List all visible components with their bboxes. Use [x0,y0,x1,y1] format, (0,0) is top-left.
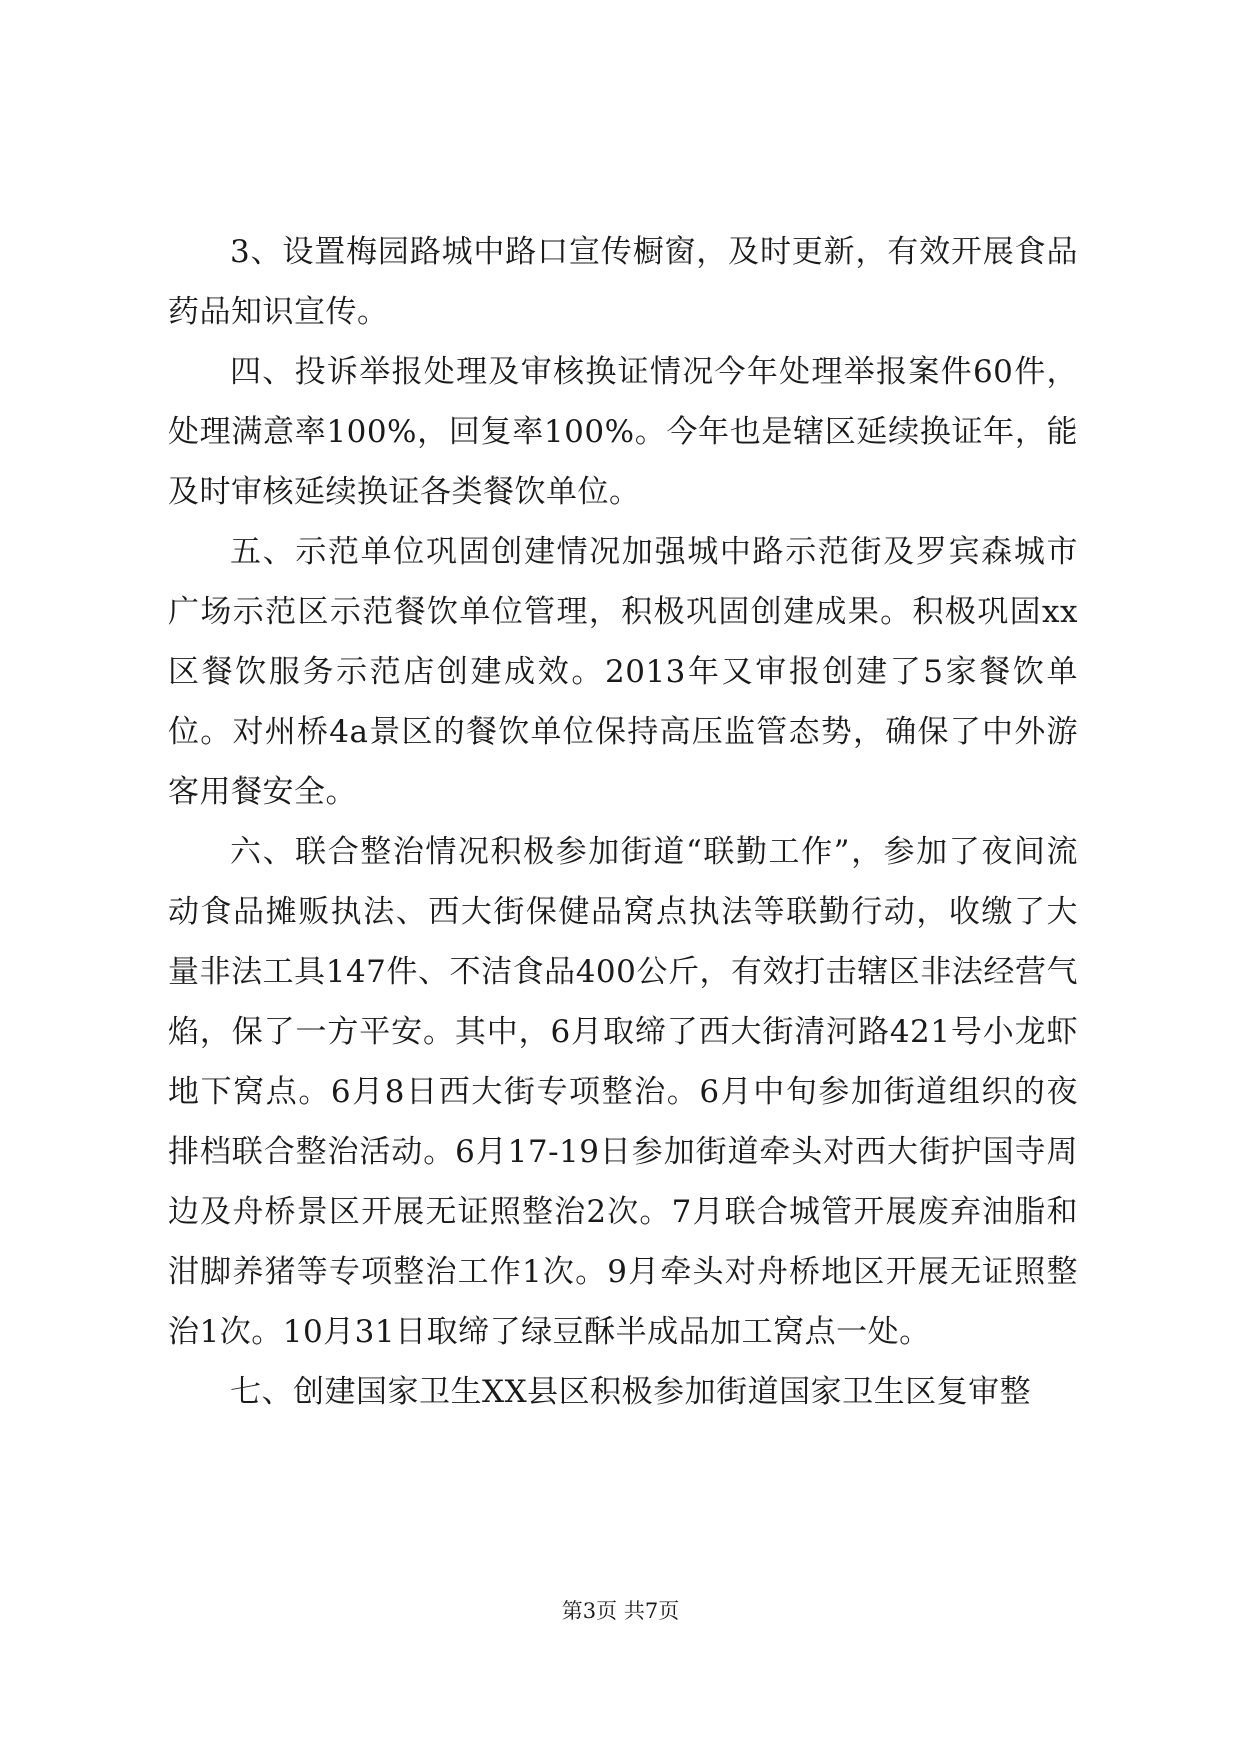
paragraph-publicity-window: 3、设置梅园路城中路口宣传橱窗，及时更新，有效开展食品药品知识宣传。 [168,234,1078,330]
document-body [168,222,1078,1422]
paragraph-national-health: 七、创建国家卫生XX县区积极参加街道国家卫生区复审整 [230,1374,1032,1410]
paragraph-joint-rectification: 六、联合整治情况积极参加街道“联勤工作”，参加了夜间流动食品摊贩执法、西大街保健品窝点执法等联勤行动，收缴了大量非法工具147件、不洁食品400公斤，有效打击辖区非法经营气焰，保了一方平安。其中，6月取缔了西大街清河路421号小龙虾地下窝点。6月8日西大街专项整治。6月中旬参加街道组织的夜排档联合整治活动。6月17-19日参加街道牵头对西大街护国寺周边及舟桥景区开展无证照整治2次。7月联合城管开展废弃油脂和泔脚养猪等专项整治工作1次。9月牵头对舟桥地区开展无证照整治1次。10月31日取缔了绿豆酥半成品加工窝点一处。 [168,834,1078,1350]
page-footer: 第3页 共7页 [561,1599,680,1623]
paragraph-complaints: 四、投诉举报处理及审核换证情况今年处理举报案件60件，处理满意率100%，回复率100%。今年也是辖区延续换证年，能及时审核延续换证各类餐饮单位。 [168,354,1078,510]
paragraph-demonstration-units: 五、示范单位巩固创建情况加强城中路示范街及罗宾森城市广场示范区示范餐饮单位管理，积极巩固创建成果。积极巩固xx区餐饮服务示范店创建成效。2013年又审报创建了5家餐饮单位。对州桥4a景区的餐饮单位保持高压监管态势，确保了中外游客用餐安全。 [168,534,1078,810]
